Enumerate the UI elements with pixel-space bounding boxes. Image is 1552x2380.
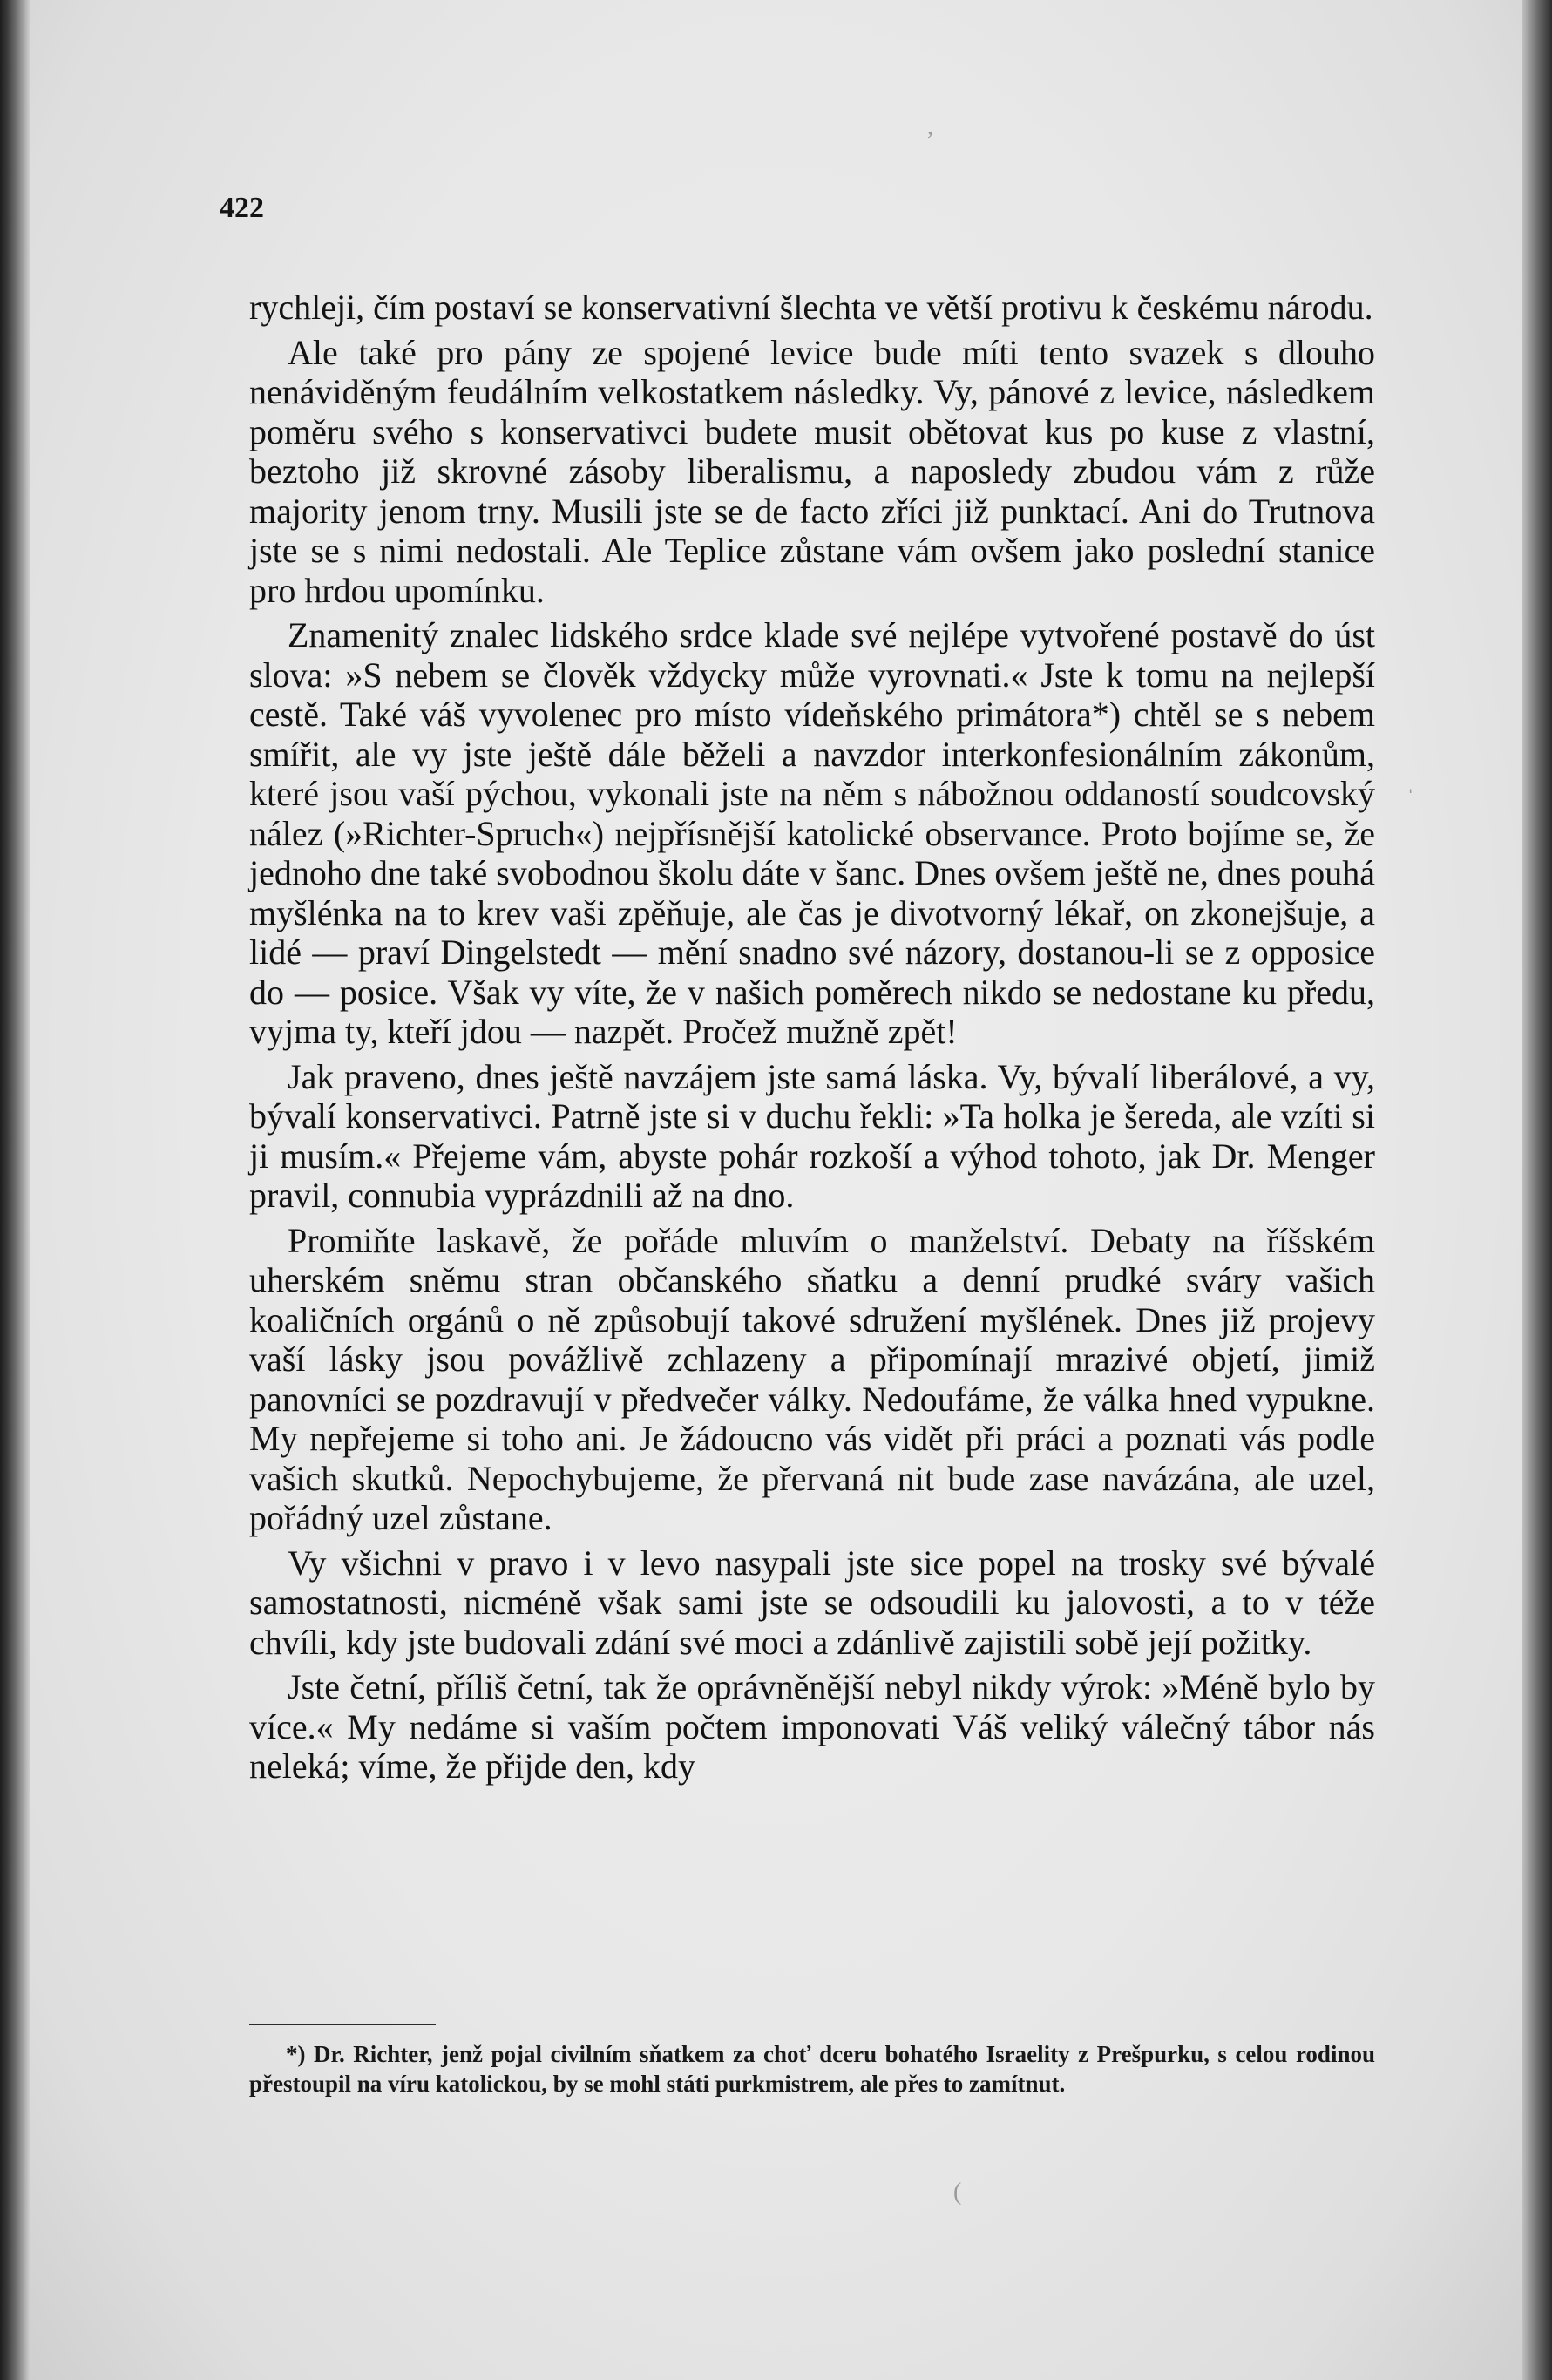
paragraph-7: Jste četní, příliš četní, tak že oprávněnější nebyl nikdy výrok: »Méně bylo by více.« My nedáme si vaším počtem imponovati Váš veliký válečný tábor nás neleká; víme, že přijde den, kdy	[249, 1667, 1375, 1786]
paragraph-6: Vy všichni v pravo i v levo nasypali jste sice popel na trosky své bývalé samostatnosti, nicméně však sami jste se odsoudili ku jalovosti, a to v téže chvíli, kdy jste budovali zdání své moci a zdánlivě zajistili sobě její požitky.	[249, 1543, 1375, 1662]
paragraph-4: Jak praveno, dnes ještě navzájem jste samá láska. Vy, bývalí liberálové, a vy, bývalí konservativci. Patrně jste si v duchu řekli: »Ta holka je šereda, ale vzíti si ji musím.« Přejeme vám, abyste pohár rozkoší a výhod tohoto, jak Dr. Menger pravil, connubia vyprázdnili až na dno.	[249, 1056, 1375, 1215]
footnote-divider	[249, 2024, 436, 2025]
paragraph-2: Ale také pro pány ze spojené levice bude míti tento svazek s dlouho nenáviděným feudálním velkostatkem následky. Vy, pánové z levice, následkem poměru svého s konservativci budete musit obětovat kus po kuse z vlastní, beztoho již skrovné zásoby liberalismu, a naposledy zbudou vám z růže majority jenom trny. Musili jste se de facto zříci již punktací. Ani do Trutnova jste se s nimi nedostali. Ale Teplice zůstane vám ovšem jako poslední stanice pro hrdou upomínku.	[249, 332, 1375, 610]
paragraph-1: rychleji, čím postaví se konservativní šlechta ve větší protivu k českému národu.	[249, 288, 1373, 327]
paragraph-3: Znamenitý znalec lidského srdce klade své nejlépe vytvořené postavě do úst slova: »S nebem se člověk vždycky může vyrovnati.« Jste k tomu na nejlepší cestě. Také váš vyvolenec pro místo vídeňského primátora*) chtěl se s nebem smířit, ale vy jste ještě dále běželi a navzdor interkonfesionálním zákonům, které jsou vaší pýchou, vykonali jste na něm s nábožnou oddaností soudcovský nález (»Richter-Spruch«) nejpřísnější katolické observance. Proto bojíme se, že jednoho dne také svobodnou školu dáte v šanc. Dnes ovšem ještě ne, dnes pouhá myšlénka na to krev vaši zpěňuje, ale čas je divotvorný lékař, on zkonejšuje, a lidé — praví Dingelstedt — mění snadno své názory, dostanou-li se z opposice do — posice. Však vy víte, že v našich poměrech nikdo se nedostane ku předu, vyjma ty, kteří jdou — nazpět. Pročež mužně zpět!	[249, 615, 1375, 1051]
scan-speck: ,	[927, 113, 933, 140]
scan-speck: ˌ	[1406, 767, 1415, 794]
body-text	[249, 288, 1375, 1792]
page-number: 422	[220, 192, 264, 224]
scan-speck: (	[953, 2179, 962, 2206]
paragraph-5: Promiňte laskavě, že pořáde mluvím o manželství. Debaty na říšském uherském sněmu stran občanského sňatku a denní prudké sváry vašich koaličních orgánů o ně způsobují takové sdružení myšlének. Dnes již projevy vaší lásky jsou povážlivě zchlazeny a připomínají mrazivé objetí, jimiž panovníci se pozdravují v předvečer války. Nedoufáme, že válka hned vypukne. My nepřejeme si toho ani. Je žádoucno vás vidět při práci a poznati vás podle vašich skutků. Nepochybujeme, že přervaná nit bude zase navázána, ale uzel, pořádný uzel zůstane.	[249, 1220, 1375, 1537]
footnote: *) Dr. Richter, jenž pojal civilním sňatkem za choť dceru bohatého Israelity z Prešpurku, s celou rodinou přestoupil na víru katolickou, by se mohl státi purkmistrem, ale přes to zamítnut.	[249, 2041, 1375, 2097]
